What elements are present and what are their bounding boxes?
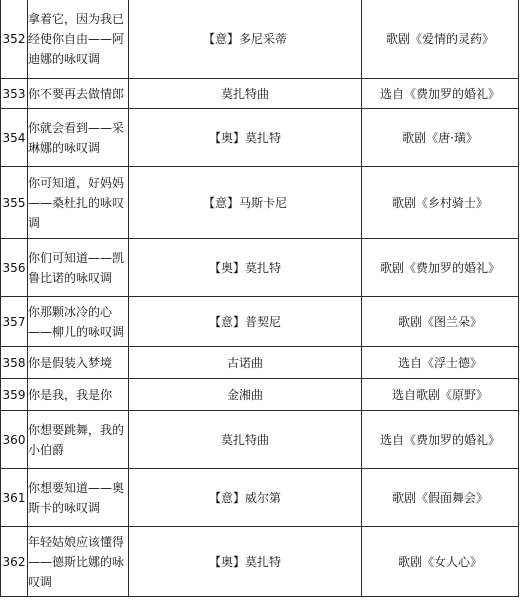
table-row xyxy=(1,109,519,167)
song-title: 你可知道，好妈妈——桑杜扎的咏叹调 xyxy=(28,167,129,239)
composer: 莫扎特曲 xyxy=(129,411,362,469)
source: 歌剧《女人心》 xyxy=(362,527,519,597)
row-number: 359 xyxy=(1,379,28,411)
source: 选自《费加罗的婚礼》 xyxy=(362,411,519,469)
source: 歌剧《图兰朵》 xyxy=(362,297,519,347)
table-row xyxy=(1,167,519,239)
song-title: 你们可知道——凯鲁比诺的咏叹调 xyxy=(28,239,129,297)
table-row xyxy=(1,79,519,109)
table-row xyxy=(1,347,519,379)
row-number: 353 xyxy=(1,79,28,109)
table-row xyxy=(1,379,519,411)
source: 歌剧《费加罗的婚礼》 xyxy=(362,239,519,297)
song-title: 你想要知道——奥斯卡的咏叹调 xyxy=(28,469,129,527)
composer: 【意】多尼采蒂 xyxy=(129,0,362,79)
song-title: 你是我，我是你 xyxy=(28,379,129,411)
composer: 莫扎特曲 xyxy=(129,79,362,109)
row-number: 360 xyxy=(1,411,28,469)
song-title: 你不要再去做情郎 xyxy=(28,79,129,109)
row-number: 362 xyxy=(1,527,28,597)
composer: 【意】普契尼 xyxy=(129,297,362,347)
source: 歌剧《乡村骑士》 xyxy=(362,167,519,239)
song-title: 你那颗冰冷的心——柳儿的咏叹调 xyxy=(28,297,129,347)
composer: 古诺曲 xyxy=(129,347,362,379)
source: 歌剧《唐·璜》 xyxy=(362,109,519,167)
table-row xyxy=(1,239,519,297)
composer: 【奥】莫扎特 xyxy=(129,527,362,597)
composer: 金湘曲 xyxy=(129,379,362,411)
source: 歌剧《爱情的灵药》 xyxy=(362,0,519,79)
row-number: 355 xyxy=(1,167,28,239)
row-number: 358 xyxy=(1,347,28,379)
composer: 【奥】莫扎特 xyxy=(129,109,362,167)
row-number: 361 xyxy=(1,469,28,527)
source: 选自《费加罗的婚礼》 xyxy=(362,79,519,109)
table-row xyxy=(1,297,519,347)
row-number: 357 xyxy=(1,297,28,347)
song-title: 你想要跳舞，我的小伯爵 xyxy=(28,411,129,469)
table-row xyxy=(1,411,519,469)
composer: 【意】马斯卡尼 xyxy=(129,167,362,239)
song-title: 拿着它，因为我已经使你自由——阿迪娜的咏叹调 xyxy=(28,0,129,79)
table-row xyxy=(1,0,519,79)
row-number: 354 xyxy=(1,109,28,167)
row-number: 356 xyxy=(1,239,28,297)
song-title: 你是假装入梦境 xyxy=(28,347,129,379)
composer: 【意】威尔第 xyxy=(129,469,362,527)
source: 歌剧《假面舞会》 xyxy=(362,469,519,527)
composer: 【奥】莫扎特 xyxy=(129,239,362,297)
row-number: 352 xyxy=(1,0,28,79)
song-title: 你就会看到——采琳娜的咏叹调 xyxy=(28,109,129,167)
source: 选自歌剧《原野》 xyxy=(362,379,519,411)
source: 选自《浮士德》 xyxy=(362,347,519,379)
table-row xyxy=(1,527,519,597)
song-title: 年轻姑娘应该懂得——德斯比娜的咏叹调 xyxy=(28,527,129,597)
table-row xyxy=(1,469,519,527)
